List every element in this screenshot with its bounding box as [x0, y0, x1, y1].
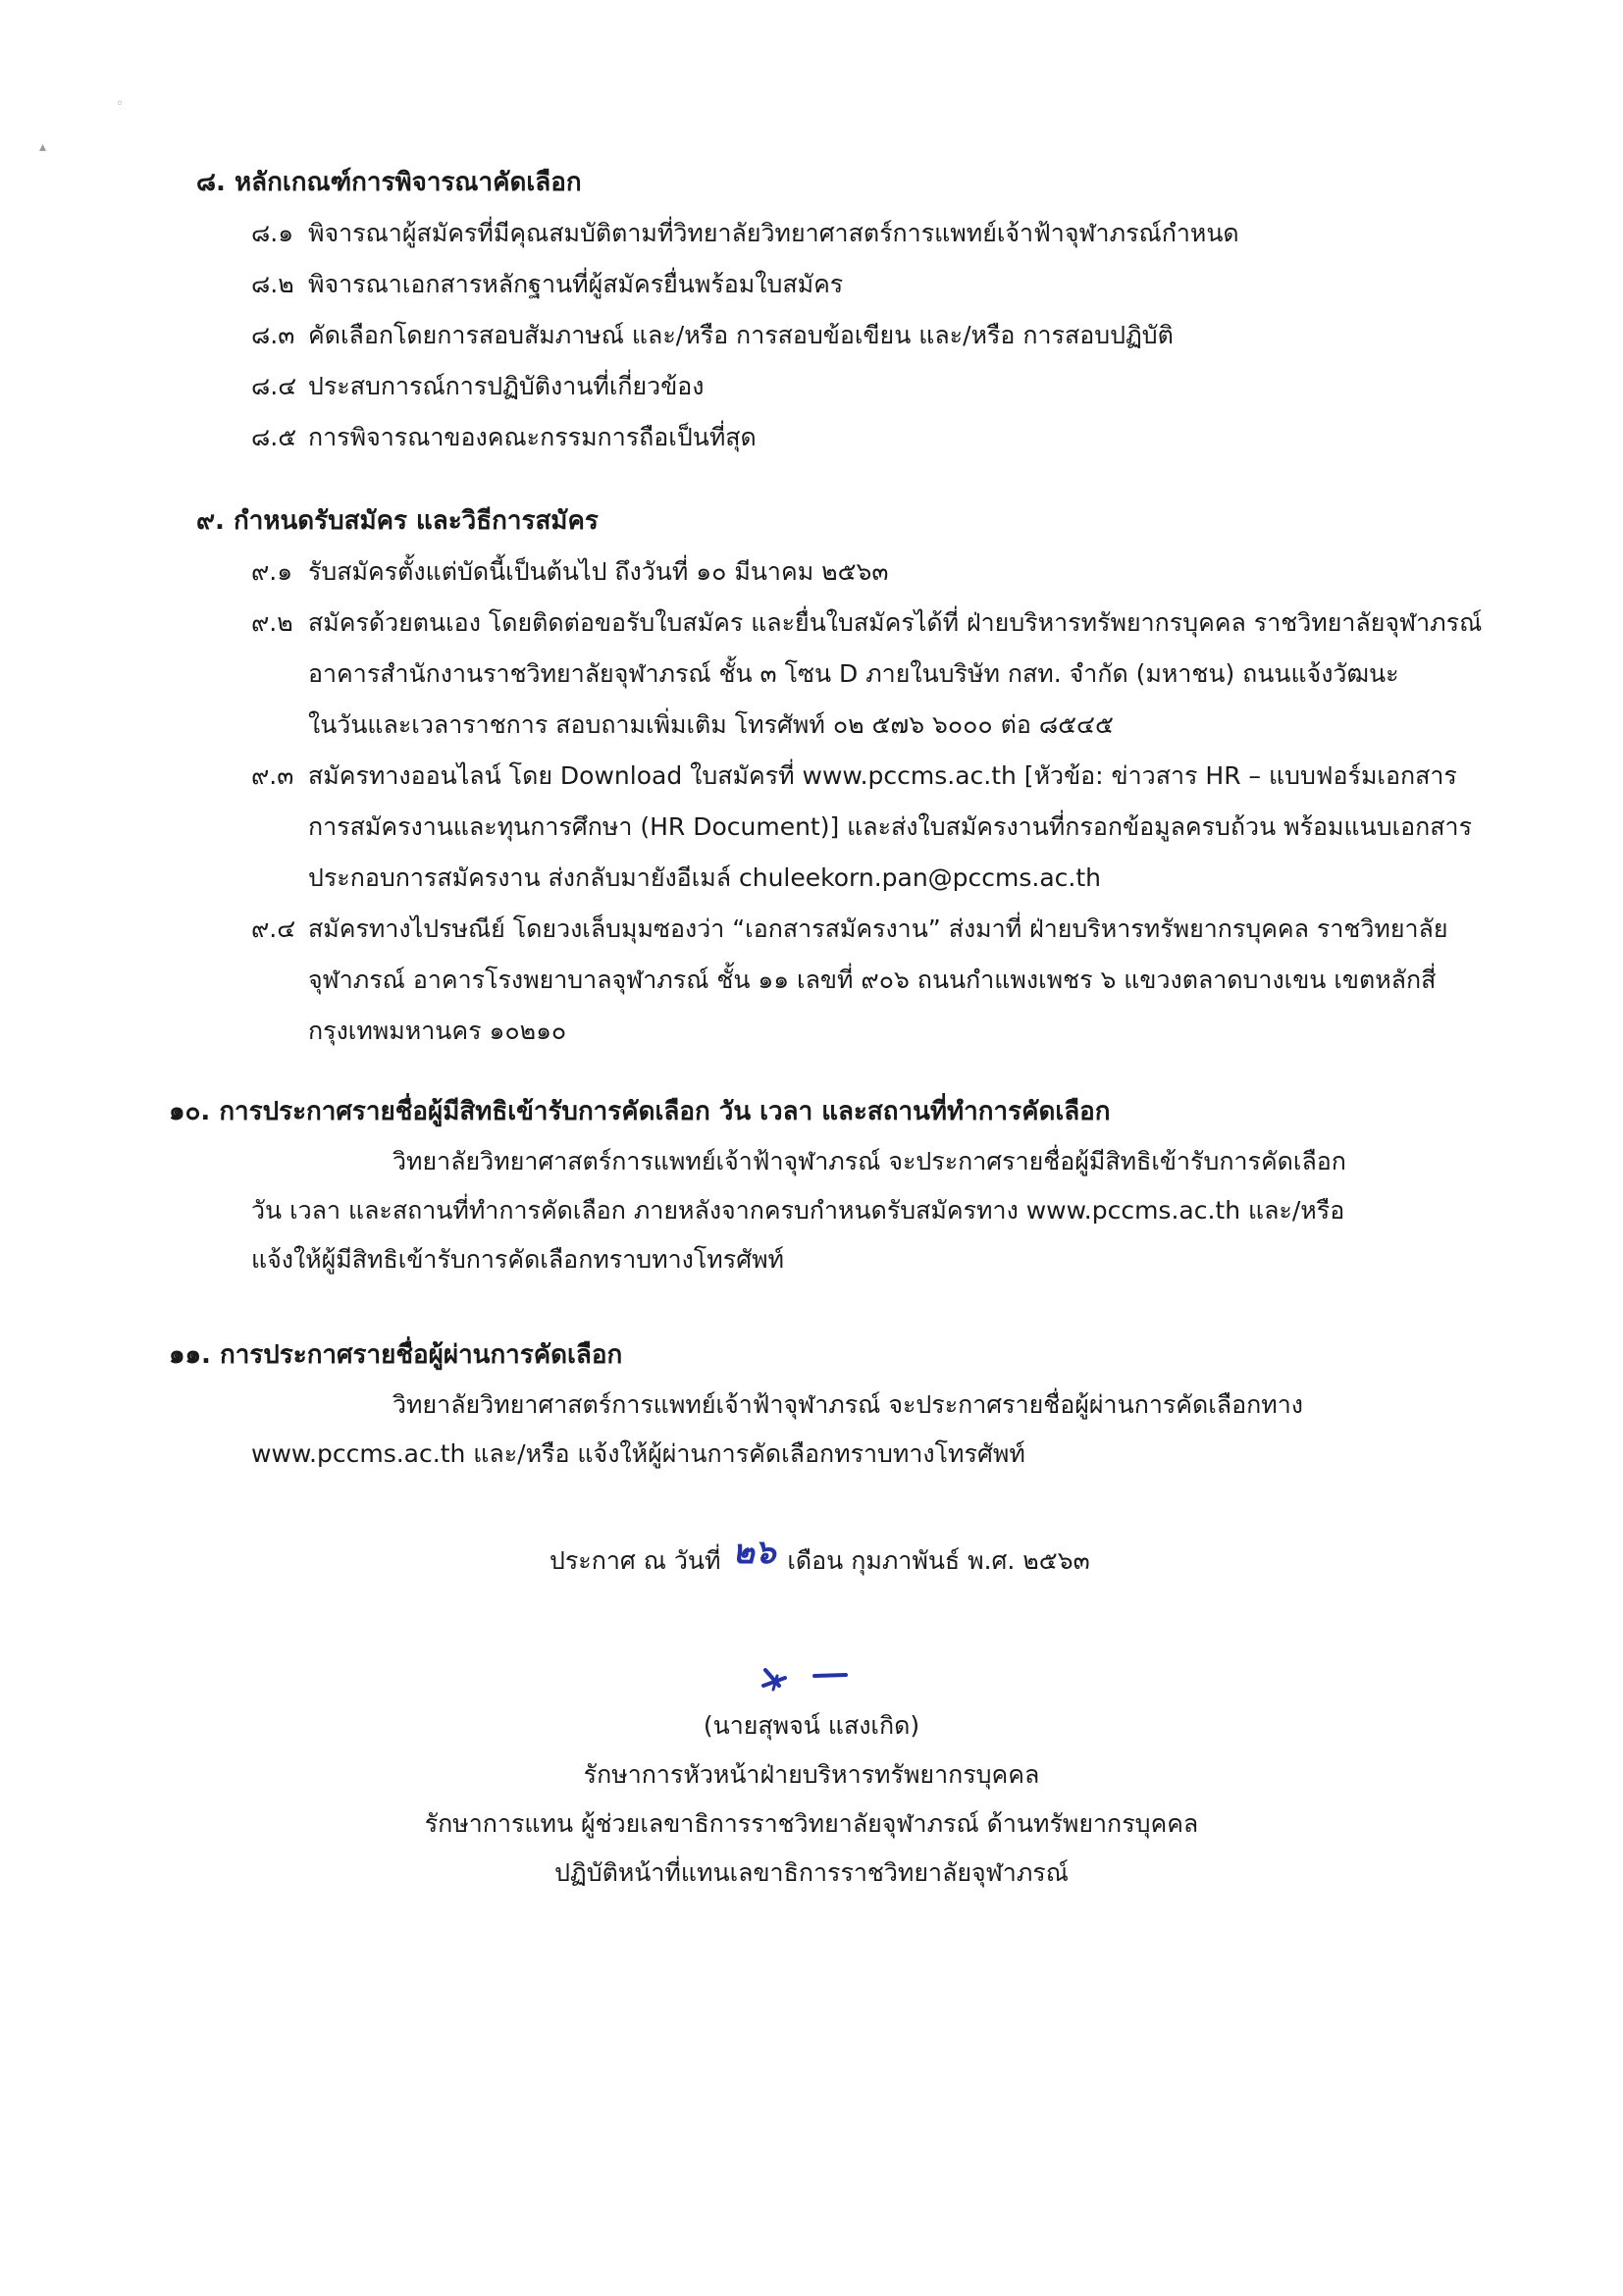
section-heading: [196, 496, 1472, 547]
scan-speck: ▴: [39, 139, 47, 155]
handwritten-day: ๒๖: [732, 1533, 776, 1572]
list-item: ๘.๕ การพิจารณาของคณะกรรมการถือเป็นที่สุด: [251, 423, 757, 451]
section-number: ๑๐.: [169, 1097, 211, 1126]
list-item-continuation: จุฬาภรณ์ อาคารโรงพยาบาลจุฬาภรณ์ ชั้น ๑๑ เลขที่ ๙๐๖ ถนนกำแพงเพชร ๖ แขวงตลาดบางเขน เขตหลักสี่: [308, 965, 1437, 994]
section-9: [196, 496, 1483, 1057]
signatory-title: ปฏิบัติหน้าที่แทนเลขาธิการราชวิทยาลัยจุฬาภรณ์: [554, 1858, 1069, 1887]
section-heading: [169, 1086, 1472, 1137]
section-heading: [196, 157, 1472, 208]
section-title: กำหนดรับสมัคร และวิธีการสมัคร: [233, 506, 599, 536]
section-title: การประกาศรายชื่อผู้ผ่านการคัดเลือก: [219, 1340, 623, 1370]
list-item-continuation: อาคารสำนักงานราชวิทยาลัยจุฬาภรณ์ ชั้น ๓ โซน D ภายในบริษัท กสท. จำกัด (มหาชน) ถนนแจ้งวัฒนะ: [308, 659, 1399, 688]
signatory-title: รักษาการแทน ผู้ช่วยเลขาธิการราชวิทยาลัยจุฬาภรณ์ ด้านทรัพยากรบุคคล: [424, 1809, 1199, 1838]
paragraph-line: แจ้งให้ผู้มีสิทธิเข้ารับการคัดเลือกทราบทางโทรศัพท์: [251, 1245, 785, 1274]
list-item-continuation: ประกอบการสมัครงาน ส่งกลับมายังอีเมล์ chuleekorn.pan@pccms.ac.th: [308, 863, 1102, 892]
paragraph-line: วิทยาลัยวิทยาศาสตร์การแพทย์เจ้าฟ้าจุฬาภรณ์ จะประกาศรายชื่อผู้มีสิทธิเข้ารับการคัดเลือก: [393, 1147, 1346, 1175]
list-item: ๘.๓ คัดเลือกโดยการสอบสัมภาษณ์ และ/หรือ การสอบข้อเขียน และ/หรือ การสอบปฏิบัติ: [251, 321, 1174, 349]
list-item: ๘.๑ พิจารณาผู้สมัครที่มีคุณสมบัติตามที่วิทยาลัยวิทยาศาสตร์การแพทย์เจ้าฟ้าจุฬาภรณ์กำหนด: [251, 219, 1239, 247]
list-item: ๙.๑ รับสมัครตั้งแต่บัดนี้เป็นต้นไป ถึงวันที่ ๑๐ มีนาคม ๒๕๖๓: [251, 557, 889, 586]
section-number: ๙.: [196, 506, 225, 536]
list-item-continuation: ในวันและเวลาราชการ สอบถามเพิ่มเติม โทรศัพท์ ๐๒ ๕๗๖ ๖๐๐๐ ต่อ ๘๕๔๕: [308, 710, 1114, 739]
list-item-continuation: กรุงเทพมหานคร ๑๐๒๑๐: [308, 1017, 567, 1045]
list-item-continuation: การสมัครงานและทุนการศึกษา (HR Document)] และส่งใบสมัครงานที่กรอกข้อมูลครบถ้วน พร้อมแนบเอกสาร: [308, 812, 1473, 841]
section-8: [196, 157, 1472, 463]
list-item: ๘.๒ พิจารณาเอกสารหลักฐานที่ผู้สมัครยื่นพร้อมใบสมัคร: [251, 270, 844, 298]
signatory-title: รักษาการหัวหน้าฝ่ายบริหารทรัพยากรบุคคล: [583, 1760, 1040, 1789]
section-heading: [169, 1330, 1472, 1381]
signature-mark: [756, 1656, 873, 1705]
announcement-date: ประกาศ ณ วันที่ ๒๖ เดือน กุมภาพันธ์ พ.ศ. ๒๕๖๓: [550, 1534, 1090, 1586]
paragraph-line: วัน เวลา และสถานที่ทำการคัดเลือก ภายหลังจากครบกำหนดรับสมัครทาง www.pccms.ac.th และ/หรือ: [251, 1196, 1345, 1225]
section-number: ๑๑.: [169, 1340, 211, 1370]
section-number: ๘.: [196, 168, 226, 197]
list-item: ๙.๓ สมัครทางออนไลน์ โดย Download ใบสมัครที่ www.pccms.ac.th [หัวข้อ: ข่าวสาร HR – แบบฟอร์มเอกสาร: [251, 761, 1457, 790]
section-title: การประกาศรายชื่อผู้มีสิทธิเข้ารับการคัดเลือก วัน เวลา และสถานที่ทำการคัดเลือก: [219, 1097, 1111, 1126]
signatory-block: [0, 1701, 1623, 1898]
section-title: หลักเกณฑ์การพิจารณาคัดเลือก: [235, 168, 582, 197]
paragraph-line: www.pccms.ac.th และ/หรือ แจ้งให้ผู้ผ่านการคัดเลือกทราบทางโทรศัพท์: [251, 1439, 1025, 1468]
list-item: ๘.๔ ประสบการณ์การปฏิบัติงานที่เกี่ยวข้อง: [251, 372, 705, 400]
list-item: ๙.๔ สมัครทางไปรษณีย์ โดยวงเล็บมุมซองว่า “เอกสารสมัครงาน” ส่งมาที่ ฝ่ายบริหารทรัพยากรบุคคล ราชวิทยาลัย: [251, 914, 1448, 943]
signatory-name: (นายสุพจน์ แสงเกิด): [703, 1711, 920, 1740]
section-10: [169, 1086, 1472, 1284]
list-item: ๙.๒ สมัครด้วยตนเอง โดยติดต่อขอรับใบสมัคร และยื่นใบสมัครได้ที่ ฝ่ายบริหารทรัพยากรบุคคล ราชวิทยาลัยจุฬาภรณ์: [251, 608, 1483, 637]
scan-speck: ◦: [116, 96, 125, 112]
paragraph-line: วิทยาลัยวิทยาศาสตร์การแพทย์เจ้าฟ้าจุฬาภรณ์ จะประกาศรายชื่อผู้ผ่านการคัดเลือกทาง: [393, 1390, 1303, 1419]
section-11: [169, 1330, 1472, 1479]
